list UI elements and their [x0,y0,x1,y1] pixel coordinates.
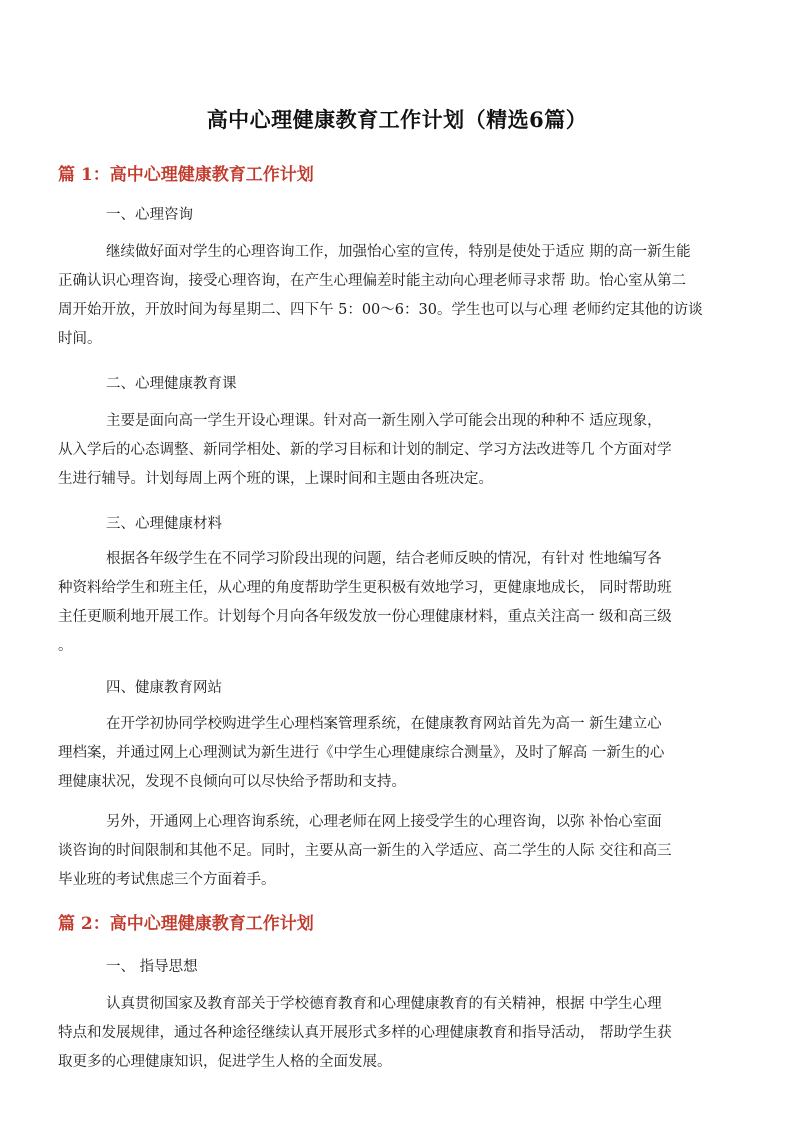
text-line: 种资料给学生和班主任，从心理的角度帮助学生更积极有效地学习，更健康地成长， 同时帮助班 [58,580,672,596]
section-heading-guiding-ideology: 一、 指导思想 [106,959,198,975]
text-line: 理档案，并通过网上心理测试为新生进行《中学生心理健康综合测量》，及时了解高 一新生的心 [58,745,665,761]
chapter-heading-1: 篇 1：高中心理健康教育工作计划 [58,165,314,185]
text-line: 周开始开放，开放时间为每星期二、四下午 5：00～6：30。学生也可以与心理 老师约定其他的访谈 [58,302,703,318]
text-line: 继续做好面对学生的心理咨询工作，加强怡心室的宣传，特别是使处于适应 期的高一新生能 [106,244,691,260]
paragraph-counseling [58,238,736,354]
text-line: 时间。 [58,331,102,347]
text-line: 取更多的心理健康知识，促进学生人格的全面发展。 [58,1054,392,1070]
text-line: 谈咨询的时间限制和其他不足。同时，主要从高一新生的入学适应、高二学生的人际 交往和高三 [58,843,672,859]
section-heading-counseling: 一、心理咨询 [106,207,193,223]
chapter-heading-2: 篇 2：高中心理健康教育工作计划 [58,914,314,934]
document-title: 高中心理健康教育工作计划（精选6篇） [206,107,588,132]
paragraph-website [58,710,736,797]
text-line: 根据各年级学生在不同学习阶段出现的问题，结合老师反映的情况，有针对 性地编写各 [106,551,662,567]
section-heading-materials: 三、心理健康材料 [106,516,222,532]
paragraph-guiding-ideology [58,990,736,1077]
text-line: 主要是面向高一学生开设心理课。针对高一新生刚入学可能会出现的种种不 适应现象， [106,413,662,429]
text-line: 毕业班的考试焦虑三个方面着手。 [58,872,276,888]
text-line: 特点和发展规律，通过各种途径继续认真开展形式多样的心理健康教育和指导活动， 帮助学生获 [58,1025,672,1041]
paragraph-online-counseling [58,808,736,895]
text-line: 生进行辅导。计划每周上两个班的课，上课时间和主题由各班决定。 [58,471,493,487]
paragraph-course [58,407,736,494]
text-line: 主任更顺利地开展工作。计划每个月向各年级发放一份心理健康材料，重点关注高一 级和高三级 [58,609,672,625]
paragraph-materials [58,545,736,661]
text-line: 正确认识心理咨询，接受心理咨询，在产生心理偏差时能主动向心理老师寻求帮 助。怡心室从第二 [58,273,687,289]
text-line: 另外，开通网上心理咨询系统，心理老师在网上接受学生的心理咨询，以弥 补怡心室面 [106,814,662,830]
section-heading-course: 二、心理健康教育课 [106,376,237,392]
text-line: 认真贯彻国家及教育部关于学校德育教育和心理健康教育的有关精神，根据 中学生心理 [106,996,662,1012]
text-line: 从入学后的心态调整、新同学相处、新的学习目标和计划的制定、学习方法改进等几 个方面对学 [58,442,672,458]
text-line: 在开学初协同学校购进学生心理档案管理系统，在健康教育网站首先为高一 新生建立心 [106,716,662,732]
text-line: 。 [58,638,73,654]
section-heading-website: 四、健康教育网站 [106,680,222,696]
text-line: 理健康状况，发现不良倾向可以尽快给予帮助和支持。 [58,774,406,790]
